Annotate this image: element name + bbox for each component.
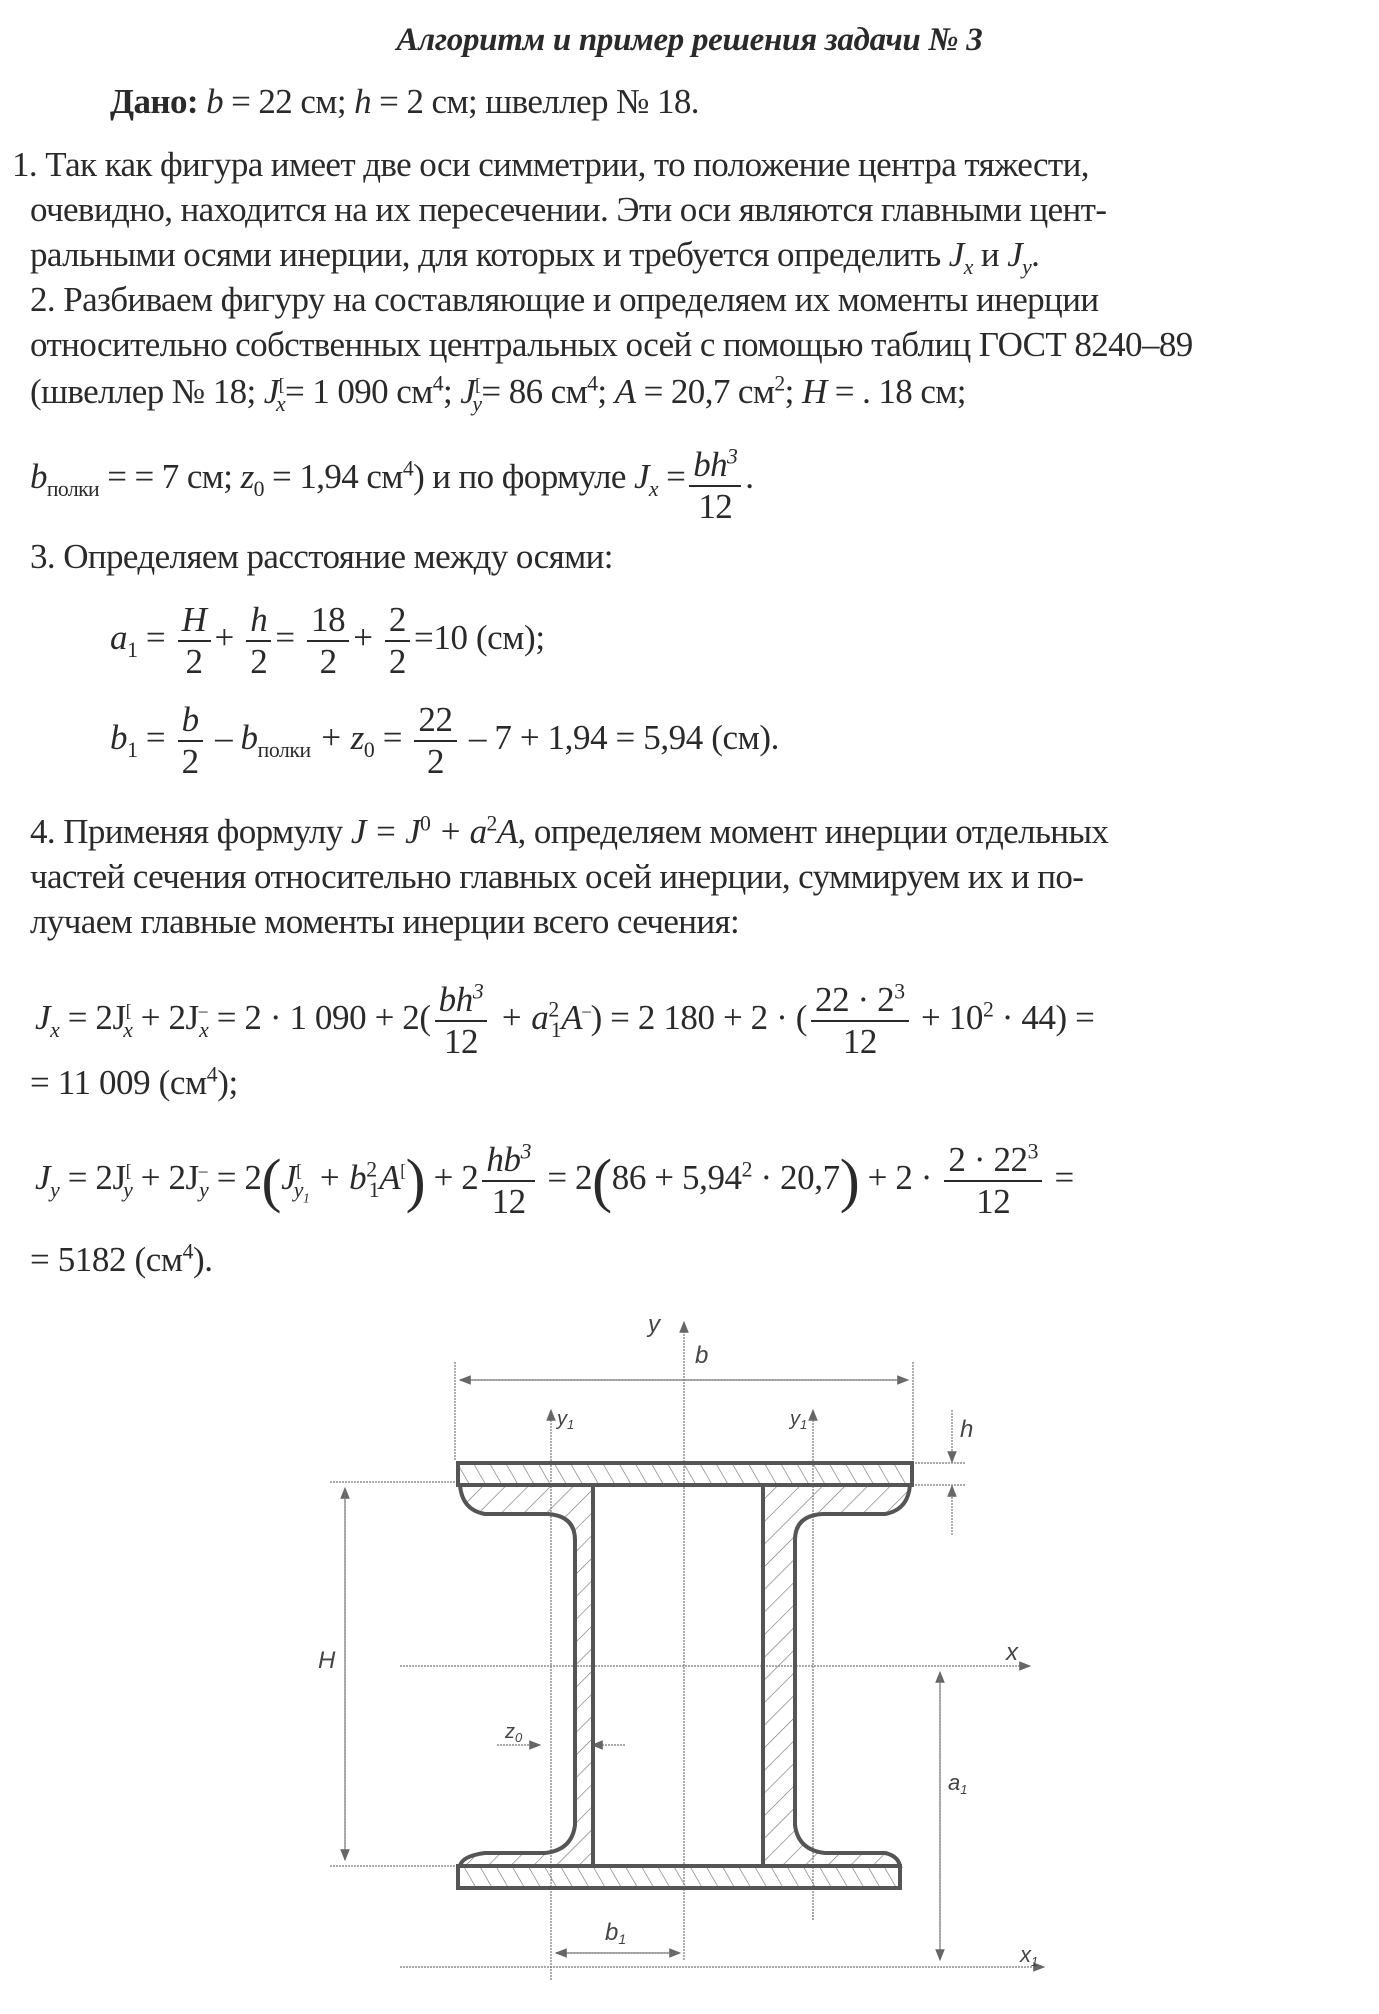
b1-result: – 7 + 1,94 = 5,94 (см). (460, 718, 779, 758)
b-shelf-value: = = 7 см; (99, 457, 241, 496)
b1-z0-sub: 0 (363, 738, 375, 763)
z0-value: = 1,94 см (263, 457, 403, 496)
height-var: H (801, 372, 827, 411)
cross-section-figure (0, 1290, 1379, 2014)
a1-frac2: $\frac{h}{2}$ (246, 600, 271, 682)
a1-frac4: $\frac{2}{2}$ (385, 600, 410, 682)
jx-result: = 11 009 $(см^4)$; (30, 1062, 238, 1102)
given-label: Дано: (110, 82, 198, 121)
height-value: = . 18 см; (826, 372, 966, 411)
top-plate (458, 1463, 912, 1485)
jy-result: = 5182 $(см^4)$. (30, 1239, 213, 1279)
left-channel (460, 1485, 593, 1866)
given-b-value: = 22 см; (222, 82, 355, 121)
jx-channel-sub: x (275, 392, 285, 416)
jx-channel-symbol: J (263, 372, 279, 411)
b1-z0: + z (310, 718, 364, 758)
label-y1-right: $y_1$ (790, 1408, 808, 1432)
jy-channel-value: = 86 см (481, 372, 588, 411)
z0-var: z (240, 457, 254, 496)
step1-line1: 1. Так как фигура имеет две оси симметрии, то положение центра тяжести, (12, 145, 1089, 184)
given-h-value: = 2 см; швеллер № 18. (371, 82, 699, 121)
step1-line2: очевидно, находится на их пересечении. Эти оси являются главными цент- (30, 190, 1107, 229)
step2-line1: 2. Разбиваем фигуру на составляющие и определяем их моменты инерции (30, 280, 1099, 319)
a1-frac3: $\frac{18}{2}$ (307, 600, 349, 682)
label-x: x (1006, 1639, 1018, 1666)
channel-open: (швеллер № 18; (30, 372, 264, 411)
label-y: y (648, 1311, 660, 1338)
b1-lhs: b (110, 718, 128, 758)
jx-frac1: $\frac{bh^3}{12}$ (435, 980, 488, 1062)
b1-shelf-sub: полки (257, 738, 311, 763)
step2-line3: (швеллер № 18; $J^[_x= 1$ 090 $см^4$; $J^[_y= 86$ $см^4$; A = 20,7 $см^2$; H = . 18 см; (30, 371, 966, 416)
jx-sub: x (963, 255, 973, 279)
label-a1: a1 (948, 1770, 968, 1797)
right-channel (763, 1485, 910, 1866)
area-var: A (614, 372, 636, 411)
jy-channel-symbol: J (460, 372, 476, 411)
step2-line2: относительно собственных центральных осей с помощью таблиц ГОСТ 8240–89 (30, 325, 1193, 364)
label-b: b (695, 1342, 709, 1369)
step1-line3 (30, 235, 1040, 279)
label-H: H (318, 1647, 336, 1674)
sep: ; (442, 372, 461, 411)
step3-heading: 3. Определяем расстояние между осями: (30, 537, 613, 576)
b-shelf-var: b (30, 457, 47, 496)
step4-line2: частей сечения относительно главных осей инерции, суммируем их и по- (30, 857, 1084, 896)
jx-rect-sub: x (648, 477, 658, 501)
given-h-var: h (354, 82, 372, 121)
b-shelf-sub: полки (46, 477, 100, 501)
step4-line1: 4. Применяя формулу $J = J^0 + a^2A$, определяем момент инерции отдельных (30, 811, 1109, 851)
b1-frac2: $\frac{22}{2}$ (414, 700, 456, 782)
formula-intro: ) и по формуле (413, 457, 634, 496)
b1-sub: 1 (127, 738, 138, 763)
z0-sub: 0 (253, 477, 264, 501)
page-title: Алгоритм и пример решения задачи № 3 (396, 22, 983, 58)
area-value: = 20,7 см (635, 372, 775, 411)
jx-frac2: $\frac{22 \cdot 2^3}{12}$ (811, 980, 909, 1062)
frac-num: bh (693, 445, 728, 484)
a1-sub: 1 (127, 638, 138, 663)
a1-lhs: a (110, 618, 128, 658)
jy-frac1: $\frac{hb^3}{12}$ (482, 1140, 535, 1222)
jy-symbol: J (1007, 235, 1023, 274)
step1-line3-text: ральными осями инерции, для которых и требуется определить (30, 235, 949, 274)
jy-frac2: $\frac{2 \cdot 22^3}{12}$ (944, 1140, 1042, 1222)
a1-result: =10 (см); (414, 618, 545, 658)
jx-rect-symbol: J (633, 457, 649, 496)
sep: ; (597, 372, 615, 411)
period: . (1031, 235, 1040, 274)
jx-symbol: J (948, 235, 964, 274)
step4-intro: 4. Применяя формулу (30, 812, 351, 851)
jx-channel-value: = 1 090 см (285, 372, 433, 411)
b1-shelf: – b (206, 718, 258, 758)
jy-channel-sub: y (472, 392, 482, 416)
jx-equation: $J_x = 2J^[_x + 2J^-_x = 2 \cdot 1$ 090 + 2( $\frac{bh^3}{12}$ + $a^2_1A^-) = 2$ 180 + 2 · ( $\frac{22 \cdot 2^3}{12}$ + $10^2 \cdot 44$) = (35, 979, 1095, 1061)
a1-equation: $a_1$ = $\frac{H}{2}$ + $\frac{h}{2}$ = $\frac{18}{2}$ + $\frac{2}{2}$ =10 (см); (110, 600, 545, 681)
frac-den: 12 (698, 487, 733, 526)
jy-sub: y (1022, 255, 1032, 279)
rect-inertia-fraction: $\frac{bh^3}{12}$ (689, 445, 741, 527)
a1-frac1: $\frac{H}{2}$ (178, 600, 211, 682)
jy-equation: $J_y = 2J^[_y + 2J^-_y = 2(J^[_{y_1} + b^2_1A^[) + 2$ $\frac{hb^3}{12}$ = $2(86 + 5,94^2 \cdot 20,7) + 2$ · $\frac{2 \cdot 22^3}{12}$ = (35, 1139, 1074, 1221)
label-h: h (960, 1416, 974, 1443)
steiner-formula: J = J (350, 812, 421, 851)
step4-line3: лучаем главные моменты инерции всего сечения: (30, 902, 740, 941)
given-b-var: b (206, 82, 223, 121)
label-y1-left: $y_1$ (557, 1408, 575, 1432)
bottom-plate (458, 1866, 900, 1888)
label-z0: $z_0$ (505, 1721, 523, 1745)
b1-equation: $b_1$ = $\frac{b}{2}$ – $b_{полки} + z_0$ = $\frac{22}{2}$ – 7 + 1,94 = 5,94 (см). (110, 700, 779, 781)
step2-line4: $b_{полки}$ = = 7 см; $z_0 = 1,94$ $см^4$) и по формуле $J_x$ = $\frac{bh^3}{12}$ . (30, 444, 754, 526)
label-b1: b1 (605, 1919, 627, 1947)
b1-frac1: $\frac{b}{2}$ (178, 700, 203, 782)
and-word: и (972, 235, 1008, 274)
step4-line1-rest: , определяем момент инерции отдельных (517, 812, 1109, 851)
label-x1: x1 (1020, 1942, 1039, 1969)
given-line (110, 82, 699, 122)
